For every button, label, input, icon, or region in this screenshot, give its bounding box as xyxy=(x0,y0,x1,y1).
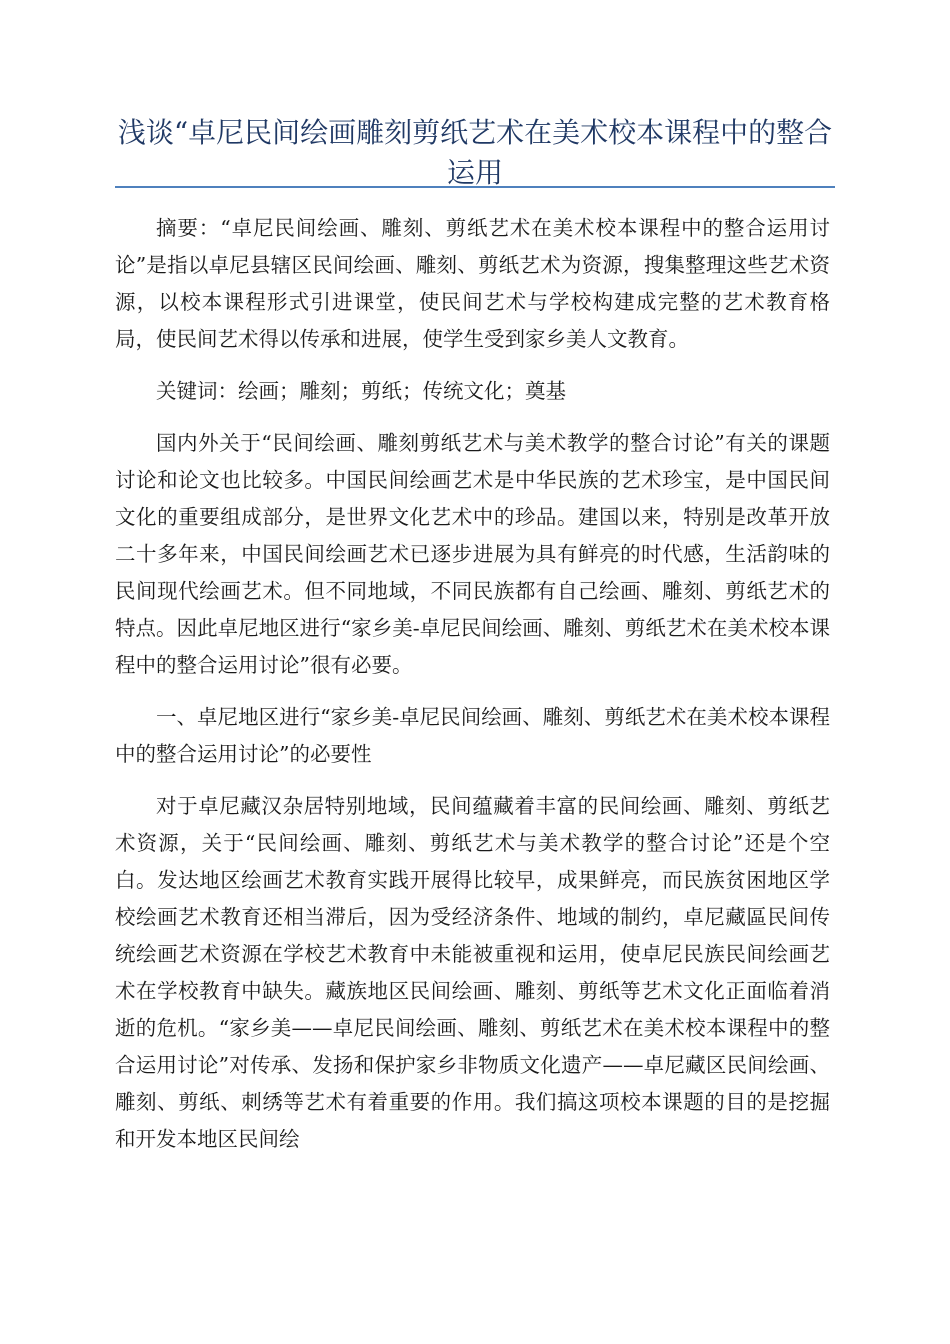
document-body xyxy=(115,210,830,1158)
section-heading: 一、卓尼地区进行“家乡美-卓尼民间绘画、雕刻、剪纸艺术在美术校本课程中的整合运用讨论”的必要性 xyxy=(115,705,830,766)
document-title: 浅谈“卓尼民间绘画雕刻剪纸艺术在美术校本课程中的整合运用 xyxy=(117,116,833,189)
body-paragraph: 国内外关于“民间绘画、雕刻剪纸艺术与美术教学的整合讨论”有关的课题讨论和论文也比较多。中国民间绘画艺术是中华民族的艺术珍宝，是中国民间文化的重要组成部分，是世界文化艺术中的珍品。建国以来，特别是改革开放二十多年来，中国民间绘画艺术已逐步进展为具有鲜亮的时代感，生活韵味的民间现代绘画艺术。但不同地域，不同民族都有自己绘画、雕刻、剪纸艺术的特点。因此卓尼地区进行“家乡美-卓尼民间绘画、雕刻、剪纸艺术在美术校本课程中的整合运用讨论”很有必要。 xyxy=(115,431,830,677)
keywords-paragraph: 关键词：绘画；雕刻；剪纸；传统文化；奠基 xyxy=(156,379,566,403)
abstract-paragraph: 摘要：“卓尼民间绘画、雕刻、剪纸艺术在美术校本课程中的整合运用讨论”是指以卓尼县辖区民间绘画、雕刻、剪纸艺术为资源，搜集整理这些艺术资源，以校本课程形式引进课堂，使民间艺术与学校构建成完整的艺术教育格局，使民间艺术得以传承和进展，使学生受到家乡美人文教育。 xyxy=(115,216,830,351)
body-paragraph: 对于卓尼藏汉杂居特别地域，民间蕴藏着丰富的民间绘画、雕刻、剪纸艺术资源，关于“民间绘画、雕刻、剪纸艺术与美术教学的整合讨论”还是个空白。发达地区绘画艺术教育实践开展得比较早，成果鲜亮，而民族贫困地区学校绘画艺术教育还相当滞后，因为受经济条件、地域的制约，卓尼藏區民间传统绘画艺术资源在学校艺术教育中未能被重视和运用，使卓尼民族民间绘画艺术在学校教育中缺失。藏族地区民间绘画、雕刻、剪纸等艺术文化正面临着消逝的危机。“家乡美——卓尼民间绘画、雕刻、剪纸艺术在美术校本课程中的整合运用讨论”对传承、发扬和保护家乡非物质文化遗产——卓尼藏区民间绘画、雕刻、剪纸、刺绣等艺术有着重要的作用。我们搞这项校本课题的目的是挖掘和开发本地区民间绘 xyxy=(115,794,830,1151)
title-underline xyxy=(115,186,835,188)
